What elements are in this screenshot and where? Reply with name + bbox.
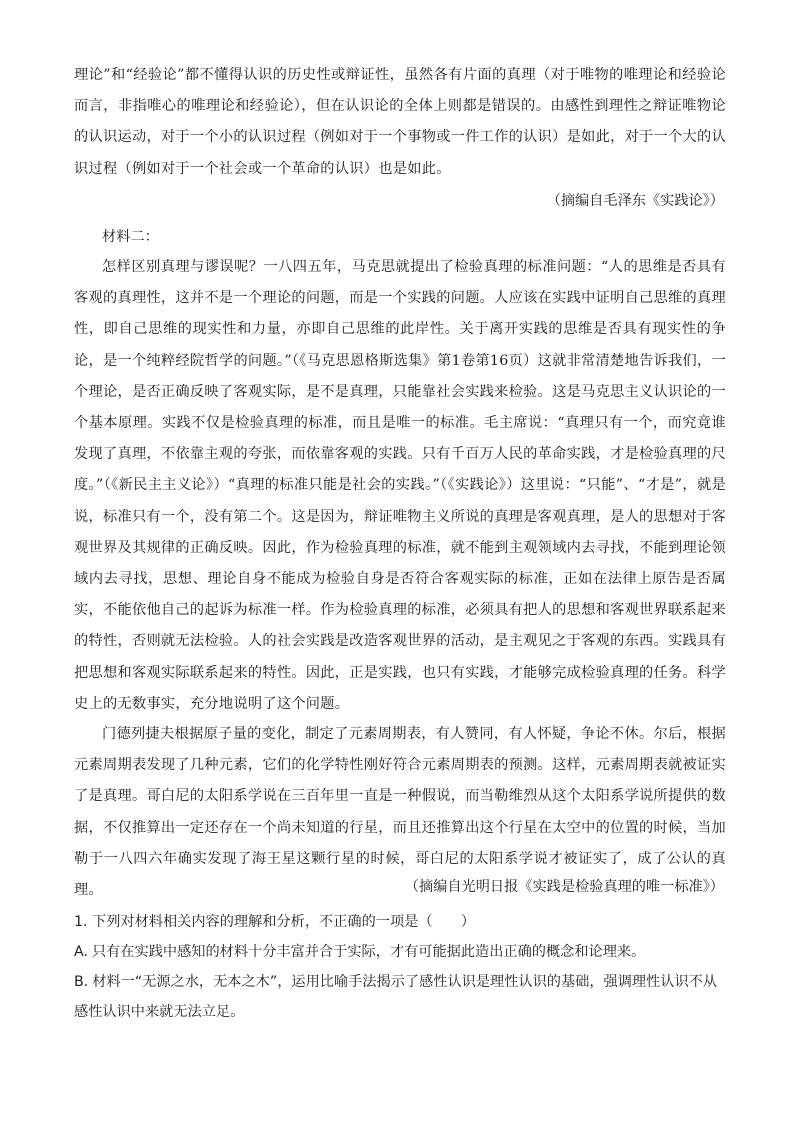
option-b-text: 材料一“无源之水，无本之木”，运用比喻手法揭示了感性认识是理性认识的基础，强调理性认识不从感性认识中来就无法立足。 <box>74 974 718 1020</box>
question1-option-b[interactable] <box>74 967 726 1027</box>
material2-heading: 材料二： <box>102 229 159 245</box>
material2-paragraph2: 门德列捷夫根据原子量的变化，制定了元素周期表，有人赞同，有人怀疑，争论不休。尔后，根据元素周期表发现了几种元素，它们的化学特性刚好符合元素周期表的预测。这样，元素周期表就被证实了是真理。哥白尼的太阳系学说在三百年里一直是一种假说，而当勒维烈从这个太阳系学说所提供的数据，不仅推算出一定还存在一个尚未知道的行星，而且还推算出这个行星在太空中的位置的时候，当加勒于一八四六年确实发现了海王星这颗行星的时候，哥白尼的太阳系学说才被证实了，成了公认的真理。 <box>74 726 726 899</box>
option-a-label: A. <box>74 944 88 960</box>
question1-option-a[interactable] <box>74 937 726 967</box>
material2-source: （摘编自光明日报《实践是检验真理的唯一标准》） <box>404 879 724 895</box>
material1-continuation: 理论”和“经验论”都不懂得认识的历史性或辩证性，虽然各有片面的真理（对于唯物的唯理论和经验论而言，非指唯心的唯理论和经验论），但在认识论的全体上则都是错误的。由感性到理性之辩证唯物论的认识运动，对于一个小的认识过程（例如对于一个事物或一件工作的认识）是如此，对于一个大的认识过程（例如对于一个社会或一个革命的认识）也是如此。 <box>74 67 726 177</box>
option-b-label: B. <box>74 974 89 990</box>
option-a-text: 只有在实践中感知的材料十分丰富并合于实际，才有可能据此造出正确的概念和论理来。 <box>91 944 646 960</box>
question1-stem: 1. 下列对材料相关内容的理解和分析，不正确的一项是（ ） <box>74 914 476 930</box>
material1-source: （摘编自毛泽东《实践论》） <box>546 193 724 209</box>
material2-paragraph1: 怎样区别真理与谬误呢？一八四五年，马克思就提出了检验真理的标准问题：“人的思维是否具有客观的真理性，这并不是一个理论的问题，而是一个实践的问题。人应该在实践中证明自己思维的真理性，即自己思维的现实性和力量，亦即自己思维的此岸性。关于离开实践的思维是否具有现实性的争论，是一个纯粹经院哲学的问题。”（《马克思恩格斯选集》第1卷第16页）这就非常清楚地告诉我们，一个理论，是否正确反映了客观实际，是不是真理，只能靠社会实践来检验。这是马克思主义认识论的一个基本原理。实践不仅是检验真理的标准，而且是唯一的标准。毛主席说：“真理只有一个，而究竟谁发现了真理，不依靠主观的夸张，而依靠客观的实践。只有千百万人民的革命实践，才是检验真理的尺度。”（《新民主主义论》）“真理的标准只能是社会的实践。”（《实践论》）这里说：“只能”、“才是”，就是说，标准只有一个，没有第二个。这是因为，辩证唯物主义所说的真理是客观真理，是人的思想对于客观世界及其规律的正确反映。因此，作为检验真理的标准，就不能到主观领域内去寻找，不能到理论领域内去寻找，思想、理论自身不能成为检验自身是否符合客观实际的标准，正如在法律上原告是否属实，不能依他自己的起诉为标准一样。作为检验真理的标准，必须具有把人的思想和客观世界联系起来的特性，否则就无法检验。人的社会实践是改造客观世界的活动，是主观见之于客观的东西。实践具有把思想和客观实际联系起来的特性。因此，正是实践，也只有实践，才能够完成检验真理的任务。科学史上的无数事实，充分地说明了这个问题。 <box>74 259 726 712</box>
